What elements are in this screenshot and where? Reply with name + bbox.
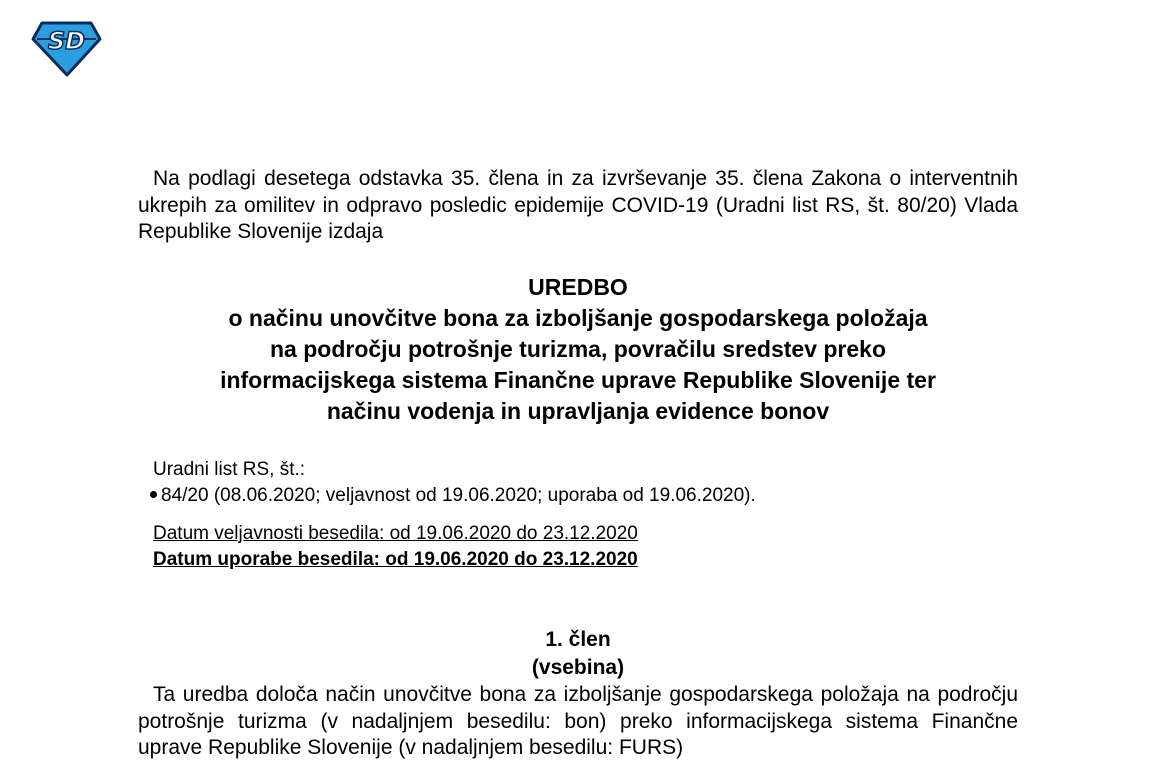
validity-dates	[153, 521, 638, 573]
gazette-reference	[153, 457, 756, 509]
gazette-label: Uradni list RS, št.:	[153, 459, 306, 480]
article-body-text: Ta uredba določa način unovčitve bona za izboljšanje gospodarskega položaja na področju potrošnje turizma (v nadaljnjem besedilu: bon) preko informacijskega sistema Finančne uprave Republike Slovenije (v nadaljnjem besedilu: FURS)	[138, 683, 1018, 759]
application-date: Datum uporabe besedila: od 19.06.2020 do 23.12.2020	[153, 549, 638, 570]
document-title	[138, 272, 1018, 427]
intro-text: Na podlagi desetega odstavka 35. člena in za izvrševanje 35. člena Zakona o interventnih ukrepih za omilitev in odpravo posledic epidemije COVID-19 (Uradni list RS, št. 80/20) Vlada Republike Slovenije izdaja	[138, 167, 1018, 243]
logo-emblem	[30, 17, 103, 78]
gazette-entry	[153, 483, 756, 509]
intro-paragraph	[138, 166, 1018, 246]
title-heading: UREDBO	[528, 274, 628, 300]
article-subtitle: (vsebina)	[531, 656, 625, 679]
article-1-heading	[138, 626, 1018, 682]
title-line-4: načinu vodenja in upravljanja evidence bonov	[326, 398, 830, 424]
validity-date: Datum veljavnosti besedila: od 19.06.2020 do 23.12.2020	[153, 523, 638, 544]
title-line-3: informacijskega sistema Finančne uprave Republike Slovenije ter	[220, 367, 936, 393]
article-1-body	[138, 682, 1018, 762]
bullet-icon	[150, 491, 157, 498]
title-line-1: o načinu unovčitve bona za izboljšanje gospodarskega položaja	[228, 305, 928, 331]
title-line-2: na področju potrošnje turizma, povračilu sredstev preko	[269, 336, 887, 362]
gazette-entry-text: 84/20 (08.06.2020; veljavnost od 19.06.2020; uporaba od 19.06.2020).	[161, 485, 756, 506]
logo-letters: SD	[47, 27, 86, 55]
article-number: 1. člen	[545, 628, 611, 651]
